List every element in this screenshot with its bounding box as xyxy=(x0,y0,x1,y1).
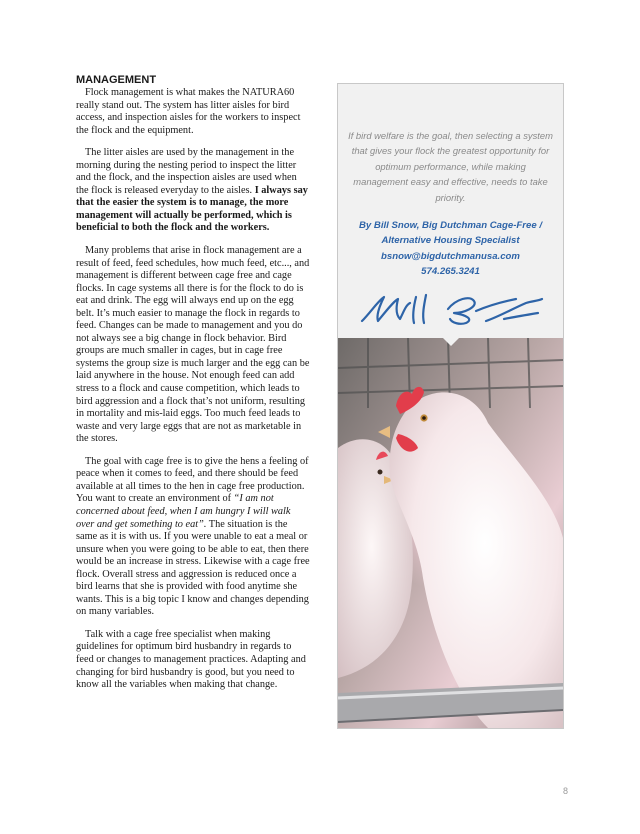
paragraph-2-emphasis: I always say that the easier the system is to manage, the more management will actually be performed, which is beneficial to both the flock and the workers. xyxy=(76,184,308,234)
section-heading: MANAGEMENT xyxy=(76,74,157,86)
paragraph-4 xyxy=(76,456,311,619)
paragraph-5: Talk with a cage free specialist when making guidelines for optimum bird husbandry in regards to feed or changes to management practices. Adapting and changing for bird husbandry is good, but you need to know all the variables when making that change. xyxy=(76,628,306,691)
paragraph-4-text-b: The situation is the same as it is with us. If you were unable to eat a meal or unsure when you were going to be able to eat, then there would be an increase in stress. Likewise with a cage free flock. Overall stress and aggression is reduced once a bird learns that she is provided with food anytime she wants. This is a big topic I know and changes depending on many variables. xyxy=(76,518,310,618)
page-number: 8 xyxy=(562,786,568,796)
author-email: bsnow@bigdutchmanusa.com xyxy=(381,250,520,262)
author-phone: 574.265.3241 xyxy=(421,266,480,278)
paragraph-4-quote: “I am not concerned about feed, when I am hungry I will walk over and get something to eat”. xyxy=(76,493,291,530)
hens-photo xyxy=(338,338,563,728)
paragraph-2-text: The litter aisles are used by the management in the morning during the nesting period to inspect the litter and the flock, and the inspection aisles are used when the flock is released everyday to the aisles. xyxy=(76,147,297,196)
quote-pointer xyxy=(443,338,459,346)
handwritten-signature xyxy=(356,291,548,327)
quote-box xyxy=(338,84,563,340)
pull-quote: If bird welfare is the goal, then selecting a system that gives your flock the greatest opportunity for optimum performance, while making management easy and effective, needs to take priority. xyxy=(348,130,553,203)
author-byline xyxy=(344,218,557,280)
paragraph-4-text-a: The goal with cage free is to give the hens a feeling of peace when it comes to feed, and there should be feed available at all times to the hen in cage free production. You want to create an environment of xyxy=(76,455,309,505)
paragraph-1: Flock management is what makes the NATURA60 really stand out. The system has litter aisles for bird access, and inspection aisles for the workers to inspect the flock and the equipment. xyxy=(76,87,301,136)
paragraph-3: Many problems that arise in flock management are a result of feed, feed schedules, how much feed, etc..., and management is different between cage free and cage flocks. In cage systems all there is for the flock to do is eat and drink. The egg will always end up on the egg belt. It’s much easier to manage the flock in regards to feed. Changes can be made to management and you do not always see a big change in flock behavior. Bird groups are much smaller in cages, but in cage free systems the group size is much larger and the egg can be laid anywhere in the house. Not enough feed can add stress to a flock and cause competition, which leads to bird aggression and a flock that’s not uniform, resulting in mortality and mis-laid eggs. Too much feed leads to waste and very large eggs that are not as marketable in the stores. xyxy=(76,245,310,445)
pull-quote-sidebar xyxy=(337,83,564,729)
article-column xyxy=(76,74,311,702)
author-name: By Bill Snow, Big Dutchman Cage-Free / Alternative Housing Specialist xyxy=(358,220,543,247)
paragraph-2 xyxy=(76,147,311,235)
